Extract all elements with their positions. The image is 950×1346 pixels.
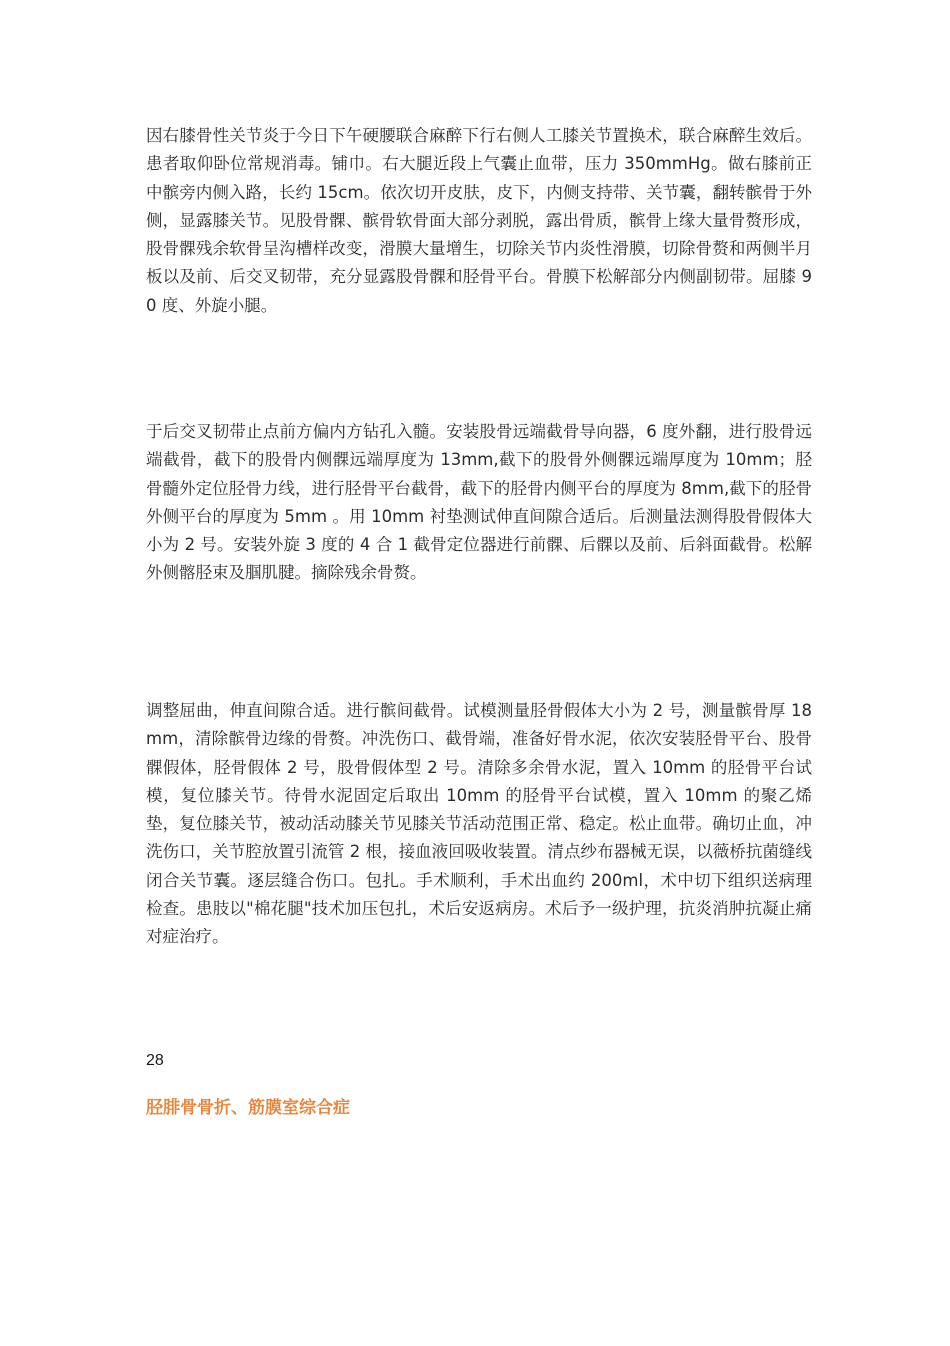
paragraph-3: 调整屈曲，伸直间隙合适。进行髌间截骨。试模测量胫骨假体大小为 2 号，测量髌骨厚 18mm，清除髌骨边缘的骨赘。冲洗伤口、截骨端，准备好骨水泥，依次安装胫骨平台、股骨髁假体，胫骨假体 2 号，股骨假体型 2 号。清除多余骨水泥，置入 10mm 的胫骨平台试模，复位膝关节。待骨水泥固定后取出 10mm 的胫骨平台试模，置入 10mm 的聚乙烯垫，复位膝关节，被动活动膝关节见膝关节活动范围正常、稳定。松止血带。确切止血，冲洗伤口，关节腔放置引流管 2 根，接血液回吸收装置。清点纱布器械无误，以薇桥抗菌缝线闭合关节囊。逐层缝合伤口。包扎。手术顺利，手术出血约 200ml，术中切下组织送病理检查。患肢以"棉花腿"技术加压包扎，术后安返病房。术后予一级护理，抗炎消肿抗凝止痛对症治疗。 bbox=[146, 701, 812, 947]
paragraph-1: 因右膝骨性关节炎于今日下午硬腰联合麻醉下行右侧人工膝关节置换术，联合麻醉生效后。患者取仰卧位常规消毒。铺巾。右大腿近段上气囊止血带，压力 350mmHg。做右膝前正中髌旁内侧入路，长约 15cm。依次切开皮肤，皮下，内侧支持带、关节囊，翻转髌骨于外侧，显露膝关节。见股骨髁、髌骨软骨面大部分剥脱，露出骨质，髌骨上缘大量骨赘形成，股骨髁残余软骨呈沟槽样改变，滑膜大量增生，切除关节内炎性滑膜，切除骨赘和两侧半月板以及前、后交叉韧带，充分显露股骨髁和胫骨平台。骨膜下松解部分内侧副韧带。屈膝 90 度、外旋小腿。 bbox=[146, 126, 812, 315]
section-heading: 胫腓骨骨折、筋膜室综合症 bbox=[146, 1098, 350, 1118]
paragraph-2: 于后交叉韧带止点前方偏内方钻孔入髓。安装股骨远端截骨导向器，6 度外翻，进行股骨远端截骨，截下的股骨内侧髁远端厚度为 13mm,截下的股骨外侧髁远端厚度为 10mm；胫骨髓外定位胫骨力线，进行胫骨平台截骨，截下的胫骨内侧平台的厚度为 8mm,截下的胫骨外侧平台的厚度为 5mm 。用 10mm 衬垫测试伸直间隙合适后。后测量法测得股骨假体大小为 2 号。安装外旋 3 度的 4 合 1 截骨定位器进行前髁、后髁以及前、后斜面截骨。松解外侧髂胫束及腘肌腱。摘除残余骨赘。 bbox=[146, 422, 812, 583]
page-number: 28 bbox=[146, 1052, 164, 1069]
